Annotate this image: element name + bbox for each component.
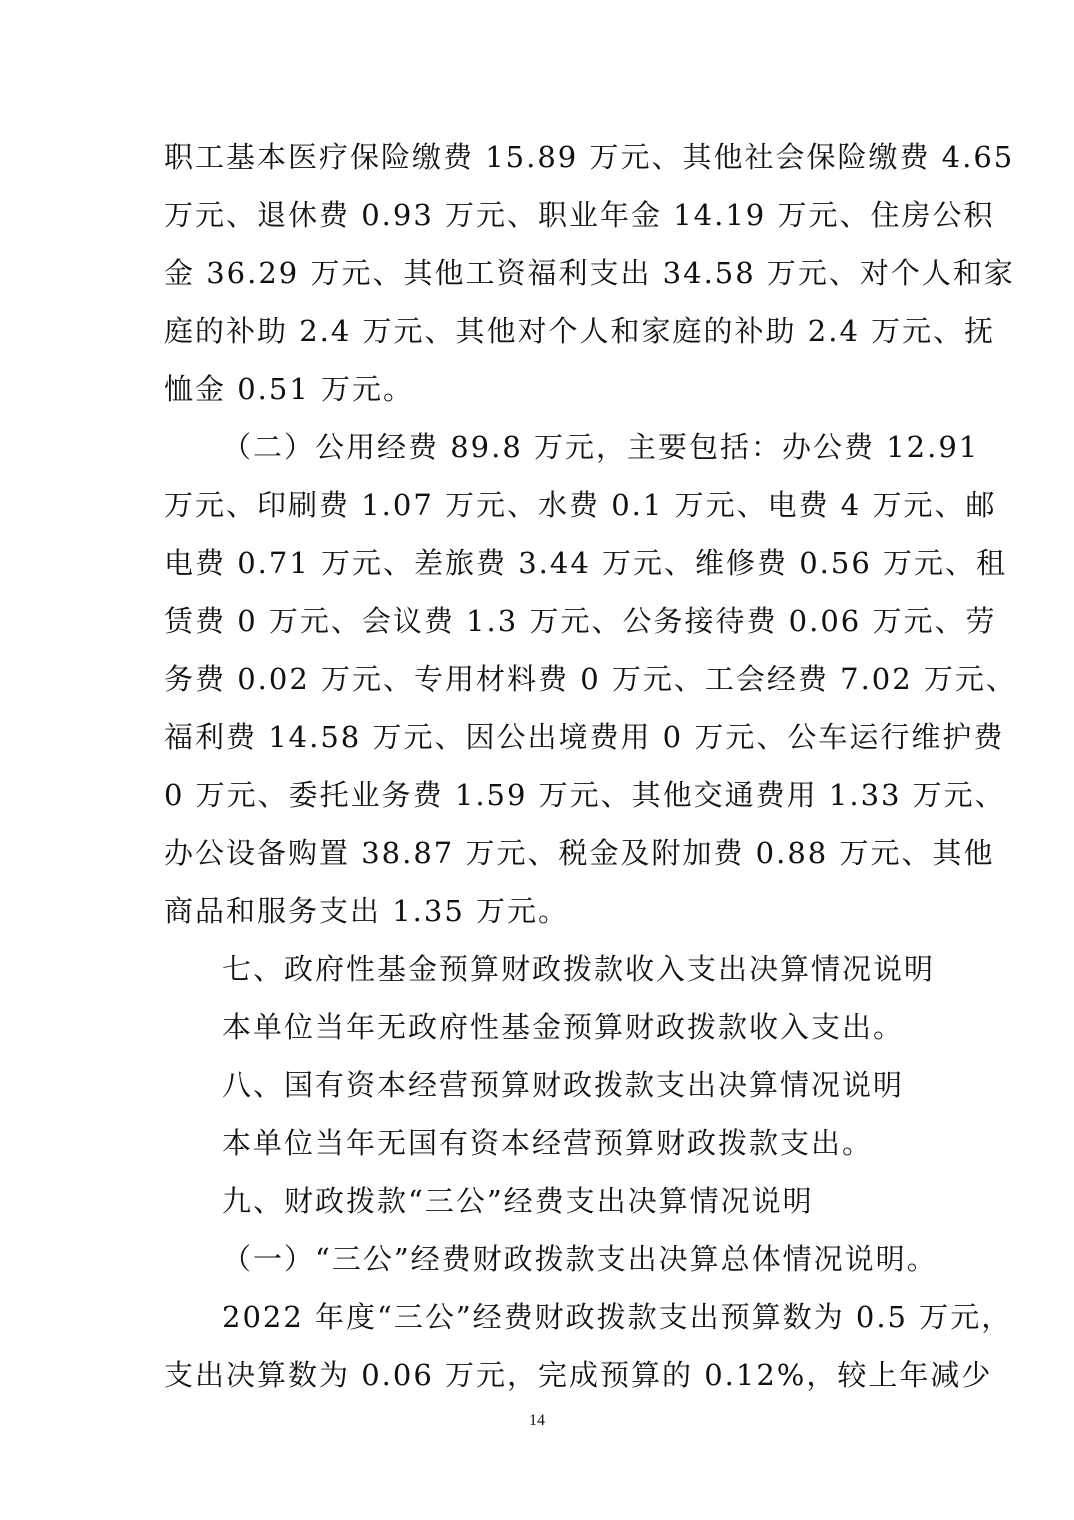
section-heading-9: 九、财政拨款“三公”经费支出决算情况说明: [222, 1184, 814, 1218]
text-line-13: 办公设备购置 38.87 万元、税金及附加费 0.88 万元、其他: [164, 836, 995, 870]
text-line-9: 赁费 0 万元、会议费 1.3 万元、公务接待费 0.06 万元、劳: [164, 604, 997, 638]
text-line-11: 福利费 14.58 万元、因公出境费用 0 万元、公车运行维护费: [164, 720, 1005, 754]
text-line-18: 本单位当年无国有资本经营预算财政拨款支出。: [222, 1126, 874, 1160]
text-line-16: 本单位当年无政府性基金预算财政拨款收入支出。: [222, 1010, 905, 1044]
text-line-3: 金 36.29 万元、其他工资福利支出 34.58 万元、对个人和家: [164, 256, 1015, 290]
text-line-5: 恤金 0.51 万元。: [164, 372, 415, 406]
text-line-21: 2022 年度“三公”经费财政拨款支出预算数为 0.5 万元，: [222, 1300, 1013, 1334]
subsection-heading-1: （一）“三公”经费财政拨款支出决算总体情况说明。: [222, 1242, 938, 1276]
section-heading-8: 八、国有资本经营预算财政拨款支出决算情况说明: [222, 1068, 905, 1102]
text-line-6: （二）公用经费 89.8 万元，主要包括：办公费 12.91: [222, 430, 980, 464]
text-line-2: 万元、退休费 0.93 万元、职业年金 14.19 万元、住房公积: [164, 198, 995, 232]
text-line-12: 0 万元、委托业务费 1.59 万元、其他交通费用 1.33 万元、: [164, 778, 1006, 812]
text-line-8: 电费 0.71 万元、差旅费 3.44 万元、维修费 0.56 万元、租: [164, 546, 1008, 580]
text-line-14: 商品和服务支出 1.35 万元。: [164, 894, 570, 928]
text-line-1: 职工基本医疗保险缴费 15.89 万元、其他社会保险缴费 4.65: [164, 140, 1015, 174]
text-line-4: 庭的补助 2.4 万元、其他对个人和家庭的补助 2.4 万元、抚: [164, 314, 996, 348]
text-line-7: 万元、印刷费 1.07 万元、水费 0.1 万元、电费 4 万元、邮: [164, 488, 997, 522]
text-line-10: 务费 0.02 万元、专用材料费 0 万元、工会经费 7.02 万元、: [164, 662, 1017, 696]
page-number: 14: [529, 1412, 545, 1429]
body-text: [164, 128, 1017, 1404]
section-heading-7: 七、政府性基金预算财政拨款收入支出决算情况说明: [222, 952, 936, 986]
text-line-22: 支出决算数为 0.06 万元，完成预算的 0.12%，较上年减少: [164, 1358, 993, 1392]
